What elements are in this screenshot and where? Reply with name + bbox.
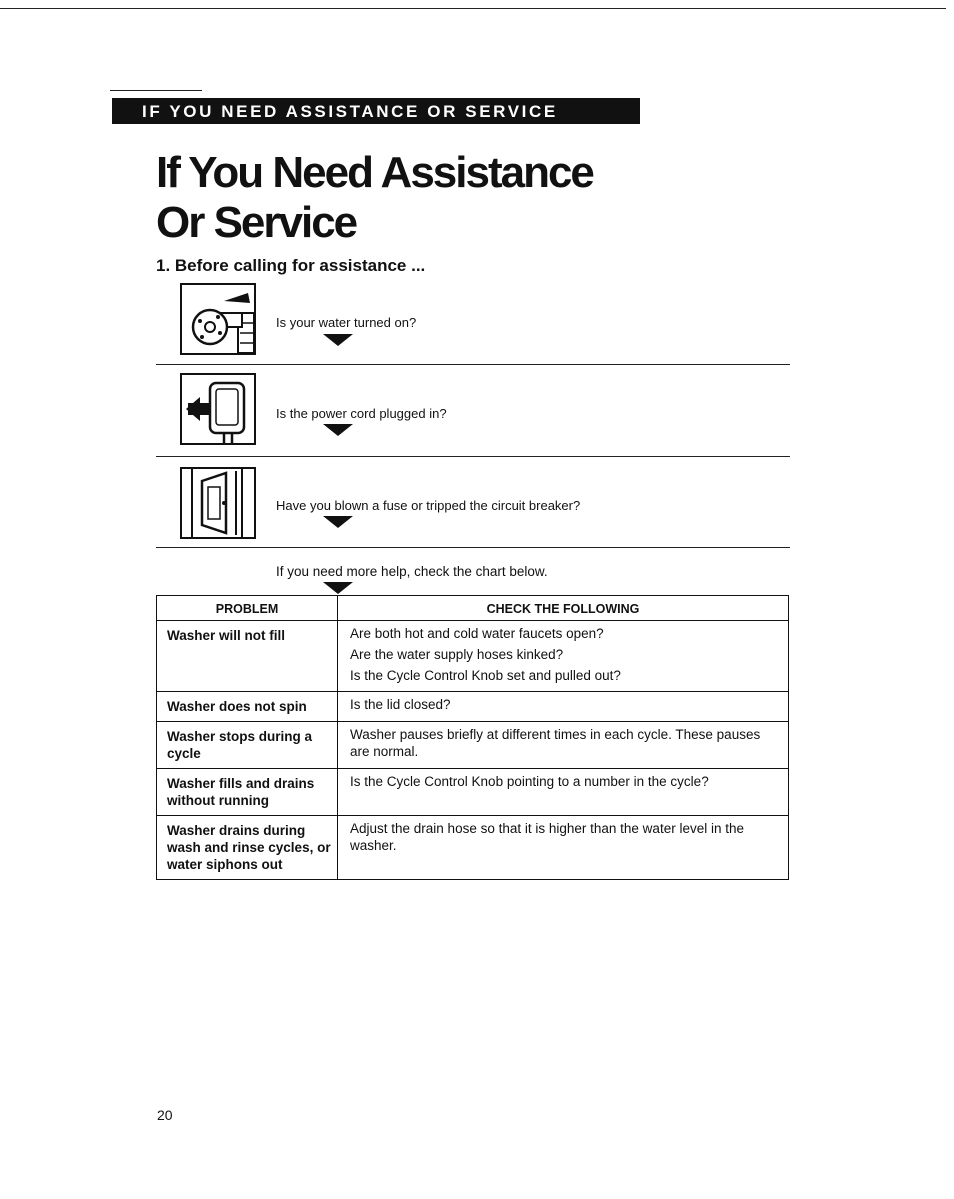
table-row — [157, 816, 789, 880]
arrow-down-icon — [323, 424, 353, 436]
section-divider — [156, 364, 790, 365]
header-rule — [110, 90, 202, 91]
problem-cell: Washer drains during wash and rinse cycles, or water siphons out — [157, 816, 338, 880]
column-header-check: CHECK THE FOLLOWING — [338, 596, 789, 621]
troubleshooting-chart — [156, 595, 789, 880]
check-cell — [338, 692, 789, 722]
check-line: Washer pauses briefly at different times in each cycle. These pauses are normal. — [350, 727, 761, 759]
check-question-fuse: Have you blown a fuse or tripped the circuit breaker? — [276, 498, 581, 513]
check-line: Are both hot and cold water faucets open? — [350, 626, 604, 641]
more-help-text: If you need more help, check the chart below. — [276, 564, 548, 579]
check-question-water: Is your water turned on? — [276, 315, 417, 330]
problem-cell: Washer stops during a cycle — [157, 722, 338, 769]
table-row — [157, 692, 789, 722]
section-divider — [156, 547, 790, 548]
power-plug-icon — [180, 373, 256, 445]
fuse-box-icon — [180, 467, 256, 539]
section-divider — [156, 456, 790, 457]
page-title-line-2: Or Service — [156, 198, 357, 247]
water-faucet-icon — [180, 283, 256, 355]
check-cell — [338, 816, 789, 880]
check-cell — [338, 769, 789, 816]
table-row — [157, 769, 789, 816]
section-banner: IF YOU NEED ASSISTANCE OR SERVICE — [112, 98, 640, 124]
problem-cell: Washer will not fill — [157, 621, 338, 692]
problem-cell: Washer does not spin — [157, 692, 338, 722]
page-number: 20 — [157, 1107, 173, 1123]
page-title-line-1: If You Need Assistance — [156, 148, 593, 197]
check-cell — [338, 722, 789, 769]
check-cell — [338, 621, 789, 692]
column-header-problem: PROBLEM — [157, 596, 338, 621]
table-row — [157, 621, 789, 692]
table-row — [157, 722, 789, 769]
check-line: Are the water supply hoses kinked? — [350, 647, 564, 662]
check-line: Is the Cycle Control Knob pointing to a number in the cycle? — [350, 774, 709, 789]
check-question-power: Is the power cord plugged in? — [276, 406, 447, 421]
check-line: Is the lid closed? — [350, 697, 451, 712]
page-title — [156, 148, 593, 248]
check-line: Adjust the drain hose so that it is higher than the water level in the washer. — [350, 821, 744, 853]
section-subhead: 1. Before calling for assistance ... — [156, 256, 426, 275]
arrow-down-icon — [323, 582, 353, 594]
arrow-down-icon — [323, 334, 353, 346]
problem-cell: Washer fills and drains without running — [157, 769, 338, 816]
arrow-down-icon — [323, 516, 353, 528]
top-rule — [0, 8, 946, 9]
check-line: Is the Cycle Control Knob set and pulled out? — [350, 668, 621, 683]
chart-header-row — [157, 596, 789, 621]
